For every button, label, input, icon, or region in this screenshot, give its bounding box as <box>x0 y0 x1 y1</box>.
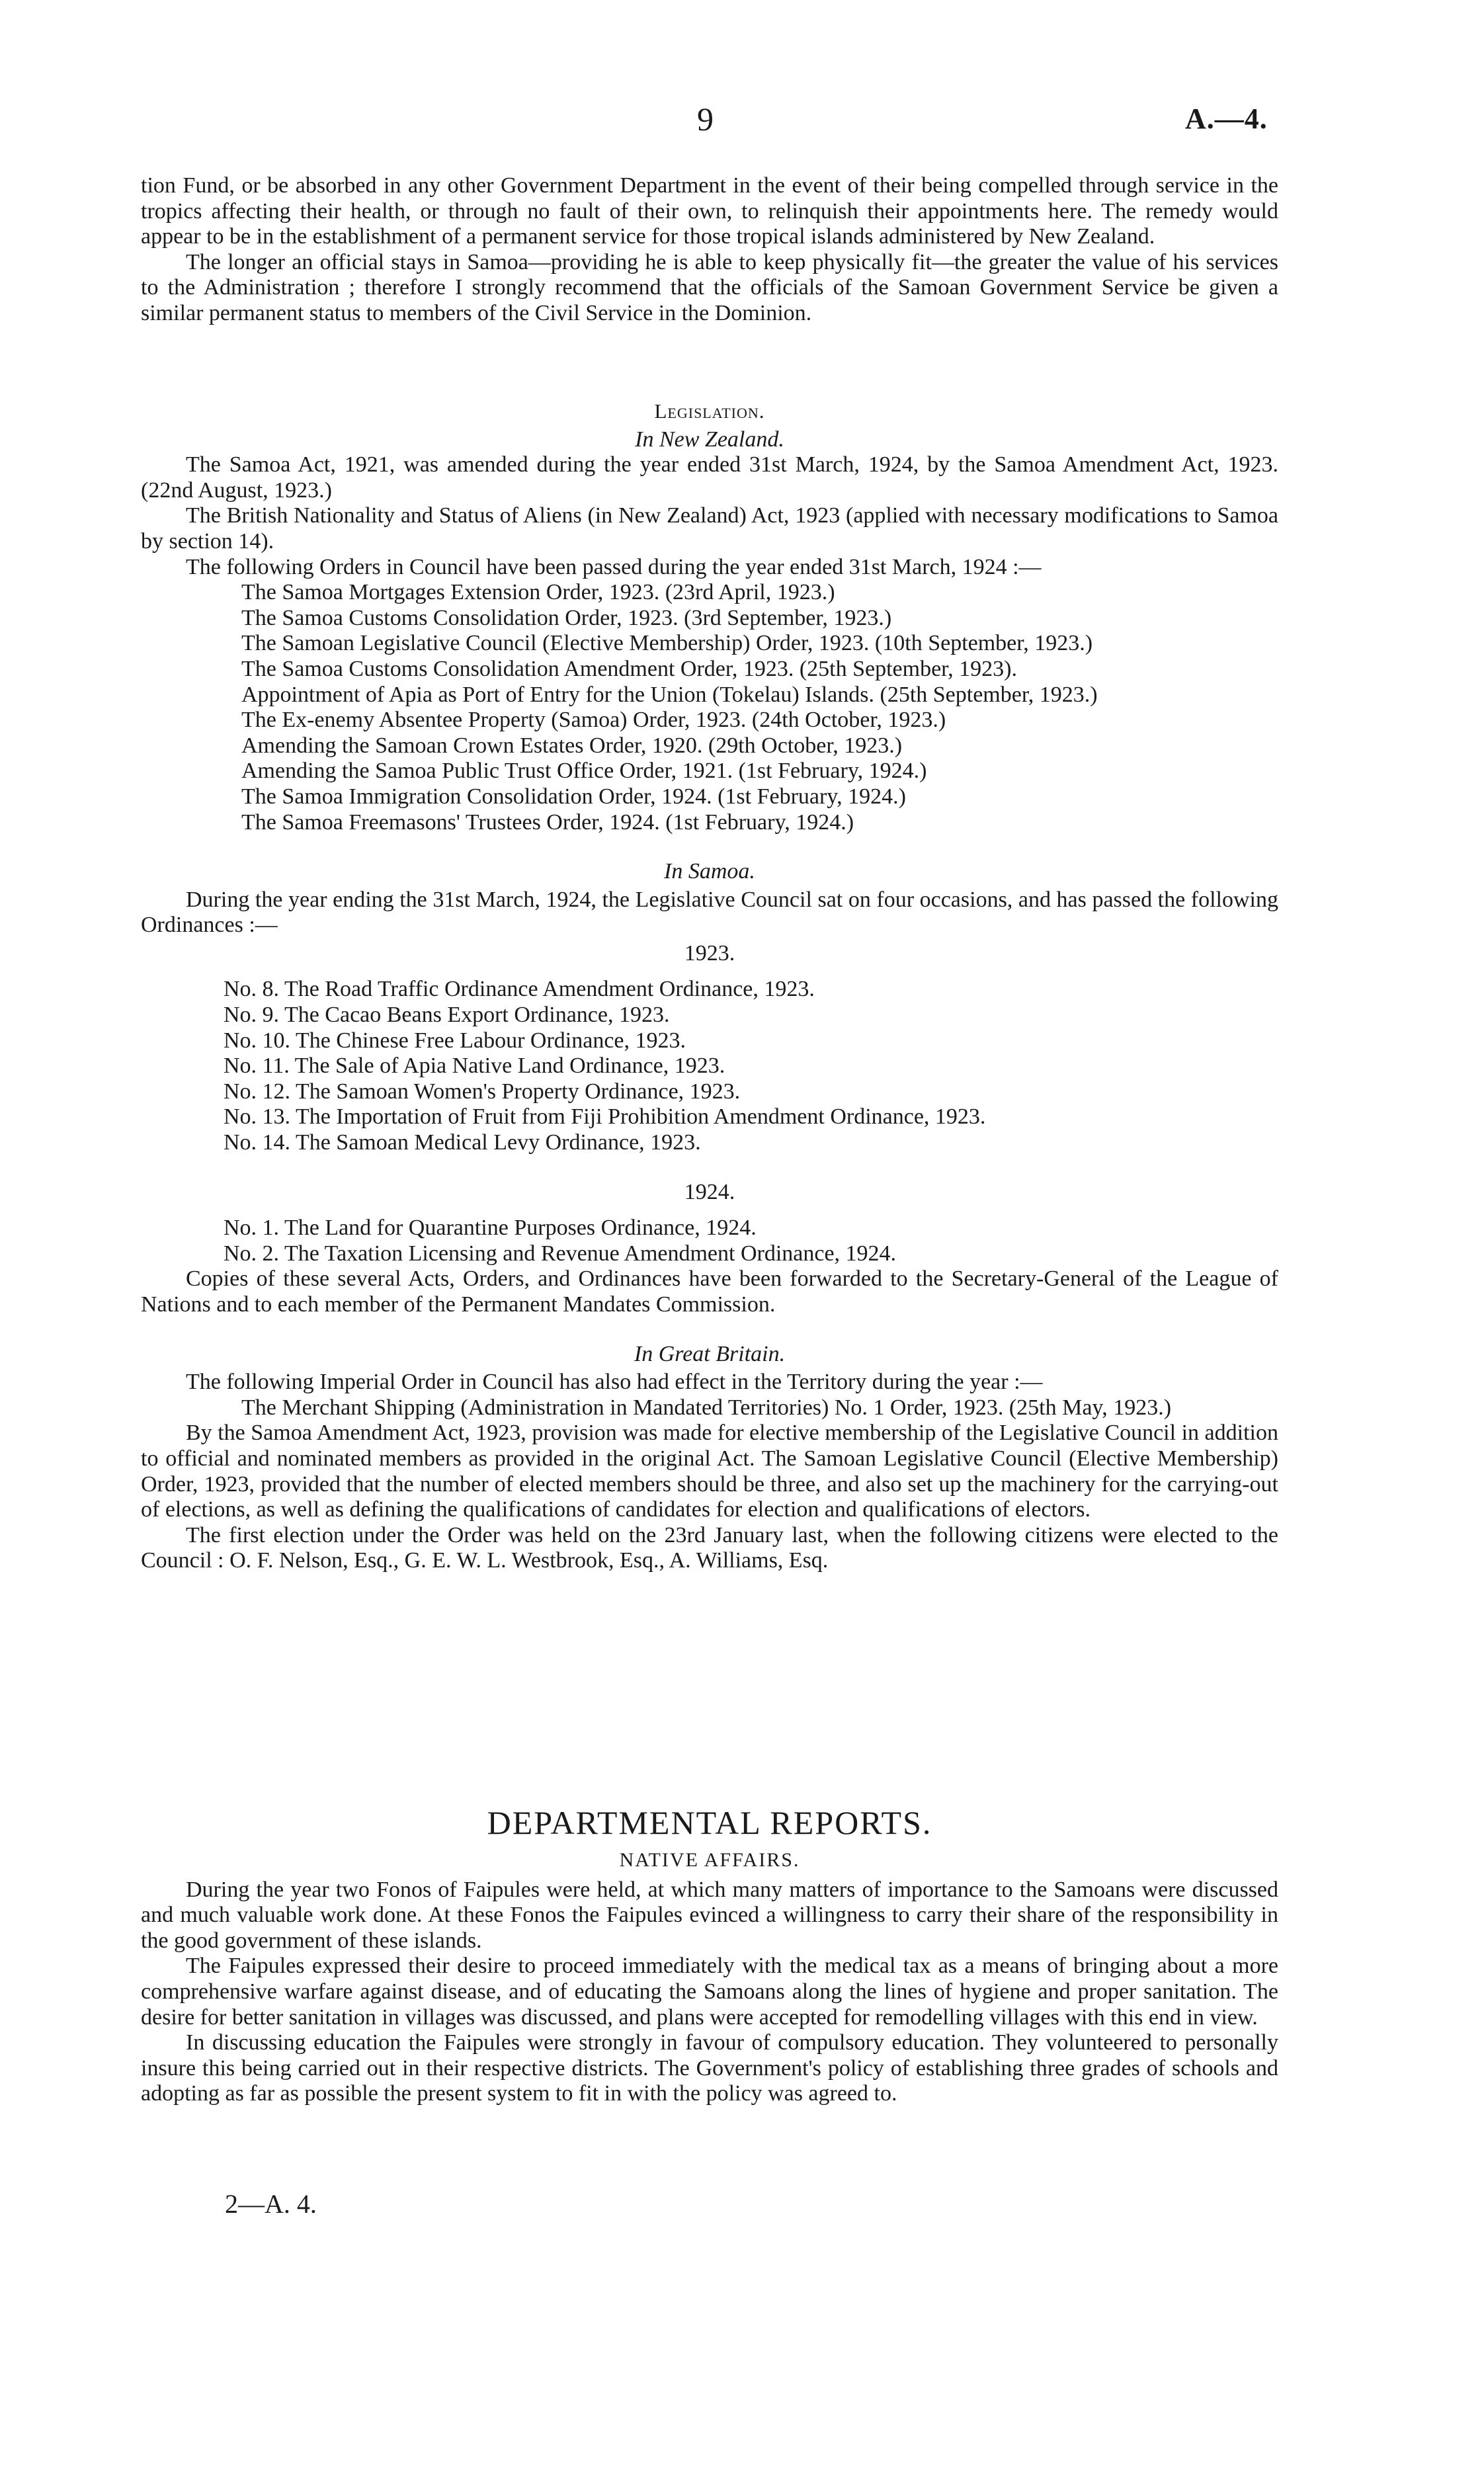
list-item: No. 13. The Importation of Fruit from Fiji Prohibition Amendment Ordinance, 1923. <box>224 1104 986 1130</box>
year-1924-heading: 1924. <box>684 1179 735 1204</box>
native-affairs-paragraph-medical-tax: The Faipules expressed their desire to proceed immediately with the medical tax as a means of bringing about a more comprehensive warfare against disease, and of educating the Samoans along the lines of hygiene and proper sanitation. The desire for better sanitation in villages was discussed, and plans were accepted for remodelling villages with this end in view. <box>141 1954 1278 2030</box>
document-reference: A.—4. <box>1185 103 1268 135</box>
native-affairs-paragraph-education: In discussing education the Faipules were strongly in favour of compulsory education. They volunteered to personally insure this being carried out in their respective districts. The Government's policy of establishing three grades of schools and adopting as far as possible the present system to fit in with the policy was agreed to. <box>141 2030 1278 2106</box>
list-item: Appointment of Apia as Port of Entry for the Union (Tokelau) Islands. (25th September, 1923.) <box>241 682 1098 707</box>
list-item: No. 12. The Samoan Women's Property Ordinance, 1923. <box>224 1079 741 1104</box>
list-item: The Samoa Customs Consolidation Order, 1923. (3rd September, 1923.) <box>241 605 892 630</box>
year-1923-heading: 1923. <box>684 940 735 966</box>
nz-paragraph-orders-intro: The following Orders in Council have been passed during the year ended 31st March, 1924 :— <box>186 554 1042 579</box>
nz-paragraph-nationality-act: The British Nationality and Status of Aliens (in New Zealand) Act, 1923 (applied with necessary modifications to Samoa by section 14). <box>141 503 1278 554</box>
gb-subheading: In Great Britain. <box>634 1341 786 1366</box>
gb-paragraph-first-election: The first election under the Order was held on the 23rd January last, when the following citizens were elected to the Council : O. F. Nelson, Esq., G. E. W. L. Westbrook, Esq., A. Williams, Esq. <box>141 1522 1278 1573</box>
list-item: No. 2. The Taxation Licensing and Revenue Amendment Ordinance, 1924. <box>224 1241 897 1266</box>
list-item: No. 9. The Cacao Beans Export Ordinance, 1923. <box>224 1003 670 1028</box>
native-affairs-heading: NATIVE AFFAIRS. <box>619 1849 800 1871</box>
ordinances-1923-list <box>141 977 1278 1155</box>
ordinances-1924-list <box>141 1216 1278 1266</box>
intro-paragraph-continued: tion Fund, or be absorbed in any other Government Department in the event of their being compelled through service in the tropics affecting their health, or through no fault of their own, to relinquish their appointments here. The remedy would appear to be in the establishment of a permanent service for those tropical islands administered by New Zealand. <box>141 173 1278 249</box>
legislation-heading: Legislation. <box>654 399 765 423</box>
copies-forwarded-paragraph: Copies of these several Acts, Orders, and Ordinances have been forwarded to the Secretary-General of the League of Nations and to each member of the Permanent Mandates Commission. <box>141 1266 1278 1317</box>
intro-section <box>141 173 1278 327</box>
list-item: Amending the Samoan Crown Estates Order, 1920. (29th October, 1923.) <box>241 733 903 758</box>
orders-in-council-list <box>141 580 1278 835</box>
imperial-order-list <box>141 1395 1278 1421</box>
list-item: The Merchant Shipping (Administration in Mandated Territories) No. 1 Order, 1923. (25th May, 1923.) <box>241 1395 1172 1420</box>
gb-paragraph-elective-membership: By the Samoa Amendment Act, 1923, provision was made for elective membership of the Legislative Council in addition to official and nominated members as provided in the original Act. The Samoan Legislative Council (Elective Membership) Order, 1923, provided that the number of elected members should be three, and also set up the machinery for the carrying-out of elections, as well as defining the qualifications of candidates for election and qualifications of electors. <box>141 1421 1278 1522</box>
list-item: No. 14. The Samoan Medical Levy Ordinance, 1923. <box>224 1130 701 1155</box>
departmental-section <box>141 1804 1278 2107</box>
departmental-reports-heading: DEPARTMENTAL REPORTS. <box>487 1804 932 1841</box>
native-affairs-paragraph-fonos: During the year two Fonos of Faipules were held, at which many matters of importance to the Samoans were discussed and much valuable work done. At these Fonos the Faipules evinced a willingness to carry their share of the responsibility in the good government of these islands. <box>141 1877 1278 1953</box>
list-item: The Ex-enemy Absentee Property (Samoa) Order, 1923. (24th October, 1923.) <box>241 708 946 733</box>
list-item: The Samoa Customs Consolidation Amendment Order, 1923. (25th September, 1923). <box>241 656 1017 681</box>
legislation-section <box>141 399 1278 1574</box>
list-item: The Samoa Immigration Consolidation Order, 1924. (1st February, 1924.) <box>241 784 906 809</box>
intro-paragraph-recommendation: The longer an official stays in Samoa—providing he is able to keep physically fit—the greater the value of his services to the Administration ; therefore I strongly recommend that the officials of the Samoan Government Service be given a similar permanent status to members of the Civil Service in the Dominion. <box>141 249 1278 325</box>
list-item: No. 8. The Road Traffic Ordinance Amendment Ordinance, 1923. <box>224 977 815 1002</box>
nz-paragraph-samoa-act: The Samoa Act, 1921, was amended during the year ended 31st March, 1924, by the Samoa Amendment Act, 1923. (22nd August, 1923.) <box>141 452 1278 503</box>
list-item: No. 1. The Land for Quarantine Purposes Ordinance, 1924. <box>224 1216 757 1241</box>
samoa-subheading: In Samoa. <box>664 859 755 884</box>
signature-mark: 2—A. 4. <box>225 2189 317 2219</box>
gb-paragraph-intro: The following Imperial Order in Council has also had effect in the Territory during the year :— <box>186 1370 1043 1395</box>
list-item: No. 10. The Chinese Free Labour Ordinance, 1923. <box>224 1028 686 1053</box>
list-item: The Samoa Freemasons' Trustees Order, 1924. (1st February, 1924.) <box>241 809 854 835</box>
page-number: 9 <box>697 101 714 138</box>
samoa-paragraph-intro: During the year ending the 31st March, 1924, the Legislative Council sat on four occasions, and has passed the following Ordinances :— <box>141 887 1278 938</box>
list-item: The Samoan Legislative Council (Elective Membership) Order, 1923. (10th September, 1923.) <box>241 631 1093 656</box>
list-item: The Samoa Mortgages Extension Order, 1923. (23rd April, 1923.) <box>241 580 835 605</box>
list-item: No. 11. The Sale of Apia Native Land Ordinance, 1923. <box>224 1053 725 1079</box>
nz-subheading: In New Zealand. <box>635 427 784 452</box>
list-item: Amending the Samoa Public Trust Office Order, 1921. (1st February, 1924.) <box>241 759 927 784</box>
